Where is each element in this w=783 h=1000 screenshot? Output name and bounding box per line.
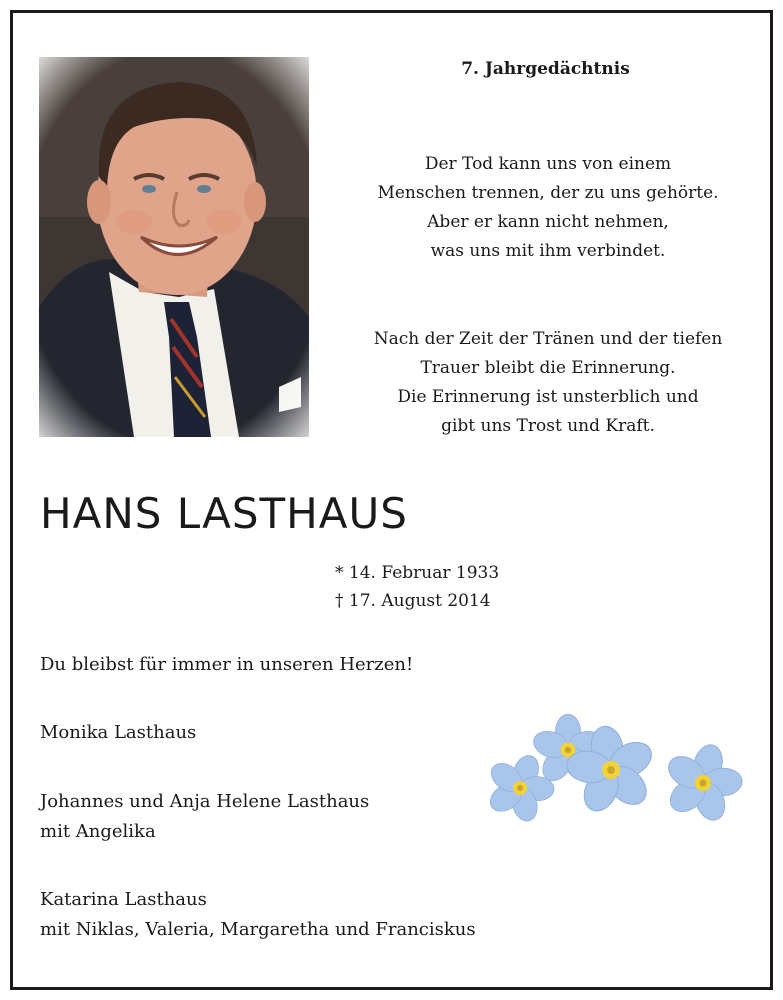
quote-first (338, 150, 758, 266)
quote-line: Der Tod kann uns von einem (424, 154, 672, 174)
quote-line: was uns mit ihm verbindet. (430, 241, 666, 261)
quote-line: Die Erinnerung ist unsterblich und (397, 387, 699, 407)
mourner-entry (40, 718, 196, 748)
mourner-line: Katarina Lasthaus (40, 889, 207, 910)
flowers-drawing (458, 678, 748, 838)
mourner-line: mit Angelika (40, 821, 156, 842)
portrait-photo (39, 57, 309, 437)
mourner-line: Monika Lasthaus (40, 722, 197, 743)
birth-date: * 14. Februar 1933 (335, 563, 500, 583)
mourner-line: Johannes und Anja Helene Lasthaus (40, 791, 370, 812)
mourner-entry (40, 885, 476, 945)
forget-me-not-flowers-icon (458, 678, 748, 838)
farewell-line: Du bleibst für immer in unseren Herzen! (40, 654, 414, 675)
quote-line: gibt uns Trost und Kraft. (441, 416, 655, 436)
quote-line: Menschen trennen, der zu uns gehörte. (377, 183, 719, 203)
notice-frame (10, 10, 773, 990)
portrait-image (39, 57, 309, 437)
mourner-line: mit Niklas, Valeria, Margaretha und Franciskus (40, 919, 476, 940)
life-dates (335, 559, 499, 615)
quote-line: Trauer bleibt die Erinnerung. (420, 358, 676, 378)
quote-second (338, 325, 758, 441)
mourner-entry (40, 787, 369, 847)
death-date: † 17. August 2014 (335, 591, 491, 611)
anniversary-heading: 7. Jahrgedächtnis (461, 59, 630, 79)
deceased-name: HANS LASTHAUS (40, 489, 408, 538)
quote-line: Nach der Zeit der Tränen und der tiefen (373, 329, 723, 349)
quote-line: Aber er kann nicht nehmen, (427, 212, 669, 232)
